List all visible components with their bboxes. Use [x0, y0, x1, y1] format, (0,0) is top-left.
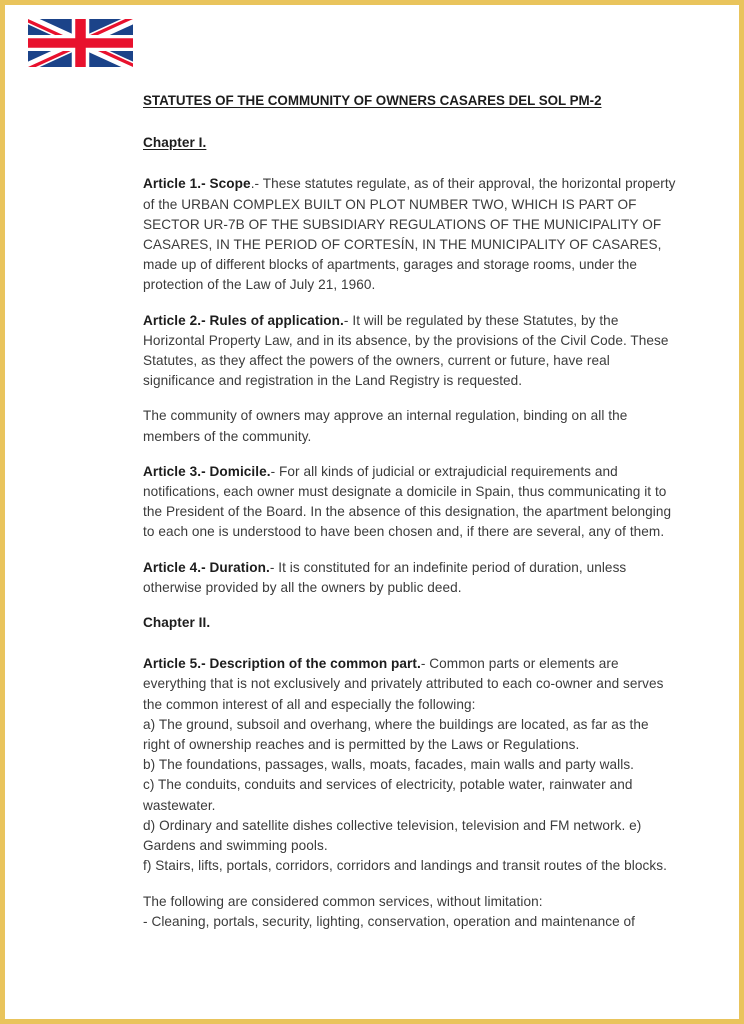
article-5-paragraph	[143, 654, 678, 715]
article-4-paragraph	[143, 558, 678, 598]
article-2-lead: Article 2.- Rules of application.	[143, 312, 344, 328]
chapter-one-heading: Chapter I.	[143, 135, 207, 151]
article-2-paragraph	[143, 311, 678, 392]
document-body	[143, 91, 678, 932]
article-1-body: .- These statutes regulate, as of their approval, the horizontal property of the URBAN COMPLEX BUILT ON PLOT NUMBER TWO, WHICH IS PART OF SECTOR UR-7B OF THE SUBSIDIARY REGULATIONS OF THE MUNICIPALITY OF CASARES, IN THE PERIOD OF CORTESÍN, IN THE MUNICIPALITY OF CASARES, made up of different blocks of apartments, garages and storage rooms, under the protection of the Law of July 21, 1960.	[143, 176, 676, 293]
chapter-two-tail: .	[206, 615, 211, 631]
chapter-two-heading	[143, 613, 678, 633]
article-3-paragraph	[143, 462, 678, 543]
article-5-item-c: c) The conduits, conduits and services of electricity, potable water, rainwater and wastewater.	[143, 777, 633, 813]
article-5-lead: Article 5.- Description of the common part.	[143, 656, 421, 672]
chapter-two-label: Chapter II	[143, 615, 207, 631]
article-5-item-f: f) Stairs, lifts, portals, corridors, corridors and landings and transit routes of the blocks.	[143, 858, 667, 874]
article-4-lead: Article 4.- Duration.	[143, 559, 270, 575]
article-1-paragraph	[143, 174, 678, 295]
page-content-area	[5, 5, 739, 1019]
article-2-extra-paragraph: The community of owners may approve an internal regulation, binding on all the members of the community.	[143, 408, 628, 444]
article-5-item-b: b) The foundations, passages, walls, moats, facades, main walls and party walls.	[143, 757, 635, 773]
article-5-block	[143, 654, 678, 932]
article-2-body: - It will be regulated by these Statutes, by the Horizontal Property Law, and in its absence, by the provisions of the Civil Code. These Statutes, as they affect the powers of the owners, current or future, have real significance and registration in the Land Registry is requested.	[143, 312, 669, 389]
united-kingdom-flag-icon	[28, 19, 133, 67]
document-title: STATUTES OF THE COMMUNITY OF OWNERS CASARES DEL SOL PM-2	[143, 93, 602, 108]
article-1-lead: Article 1.- Scope	[143, 176, 251, 192]
article-5-body: - Common parts or elements are everything that is not exclusively and privately attributed to each co-owner and serves the common interest of all and especially the following:	[143, 656, 664, 712]
article-3-lead: Article 3.- Domicile.	[143, 463, 271, 479]
article-5-item-d: d) Ordinary and satellite dishes collective television, television and FM network. e) Gardens and swimming pools.	[143, 817, 642, 854]
article-3-body: - For all kinds of judicial or extrajudicial requirements and notifications, each owner must designate a domicile in Spain, thus communicating it to the President of the Board. In the absence of this designation, the apartment belonging to each one is understood to have been chosen and, if there are several, any of them.	[143, 463, 672, 540]
article-4-body: - It is constituted for an indefinite period of duration, unless otherwise provided by all the owners by public deed.	[143, 559, 627, 595]
common-services-item-1: - Cleaning, portals, security, lighting, conservation, operation and maintenance of	[143, 913, 636, 929]
article-5-item-a: a) The ground, subsoil and overhang, where the buildings are located, as far as the right of ownership reaches and is permitted by the Laws or Regulations.	[143, 716, 649, 753]
common-services-intro: The following are considered common services, without limitation:	[143, 893, 543, 909]
